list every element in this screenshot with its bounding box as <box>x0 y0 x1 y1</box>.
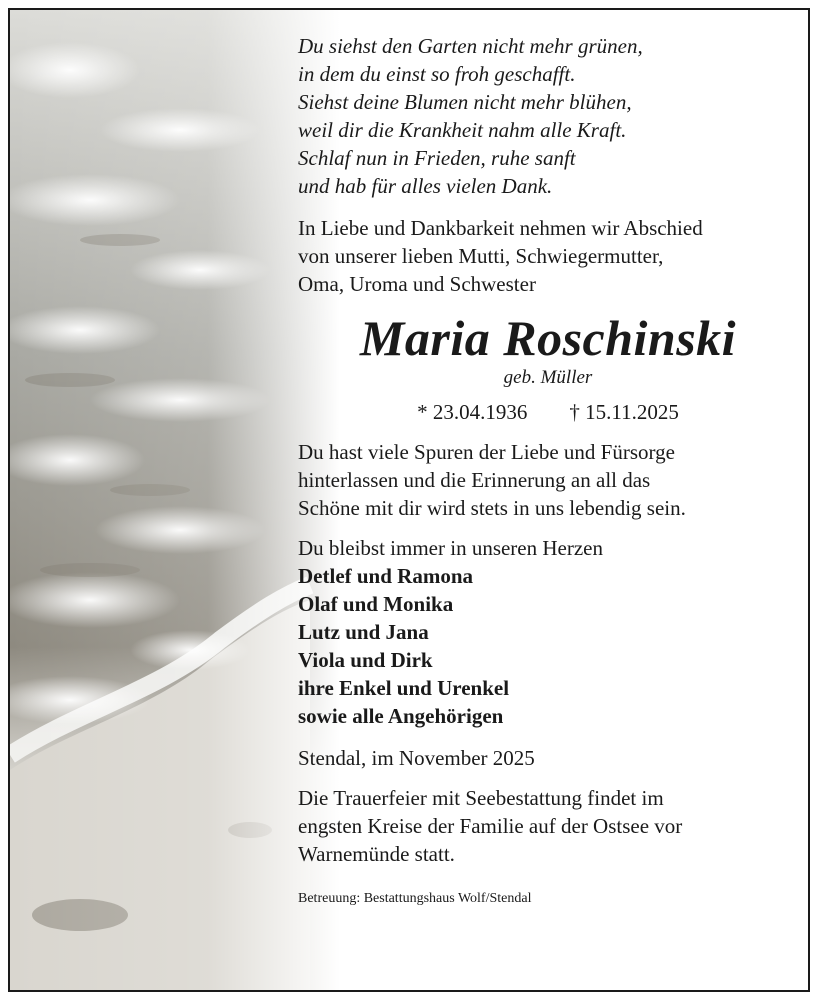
sea-foam-beach-photo <box>10 10 340 990</box>
mourner: sowie alle Angehörigen <box>298 704 504 728</box>
place-date: Stendal, im November 2025 <box>298 746 535 770</box>
tribute-line: Du hast viele Spuren der Liebe und Fürsorge <box>298 440 675 464</box>
ceremony-line: Warnemünde statt. <box>298 842 455 866</box>
poem-line: Schlaf nun in Frieden, ruhe sanft <box>298 146 576 170</box>
poem-line: in dem du einst so froh geschafft. <box>298 62 576 86</box>
poem-line: Du siehst den Garten nicht mehr grünen, <box>298 34 643 58</box>
poem-line: und hab für alles vielen Dank. <box>298 174 553 198</box>
birth-name: geb. Müller <box>503 367 593 388</box>
tribute-line: hinterlassen und die Erinnerung an all das <box>298 468 651 492</box>
ceremony-info <box>298 784 798 868</box>
poem-line: weil dir die Krankheit nahm alle Kraft. <box>298 118 627 142</box>
birth-date: * 23.04.1936 <box>417 400 528 424</box>
mourners-intro: Du bleibst immer in unseren Herzen <box>298 536 603 560</box>
tribute-line: Schöne mit dir wird stets in uns lebendig sein. <box>298 496 686 520</box>
mourner: Viola und Dirk <box>298 648 433 672</box>
intro-line: von unserer lieben Mutti, Schwiegermutter, <box>298 244 664 268</box>
obituary-notice <box>8 8 810 992</box>
mourner: Olaf und Monika <box>298 592 454 616</box>
death-date: † 15.11.2025 <box>569 400 679 424</box>
intro-line: In Liebe und Dankbarkeit nehmen wir Abschied <box>298 216 703 240</box>
intro-line: Oma, Uroma und Schwester <box>298 272 536 296</box>
poem-line: Siehst deine Blumen nicht mehr blühen, <box>298 90 632 114</box>
funeral-home-credit: Betreuung: Bestattungshaus Wolf/Stendal <box>298 891 532 906</box>
mourner: Lutz und Jana <box>298 620 429 644</box>
poem <box>298 32 798 200</box>
deceased-name: Maria Roschinski <box>359 310 737 366</box>
ceremony-line: engsten Kreise der Familie auf der Ostsee vor <box>298 814 683 838</box>
tribute <box>298 438 798 522</box>
mourner: ihre Enkel und Urenkel <box>298 676 510 700</box>
notice-text <box>298 32 798 908</box>
mourner: Detlef und Ramona <box>298 564 474 588</box>
ceremony-line: Die Trauerfeier mit Seebestattung findet im <box>298 786 664 810</box>
life-dates <box>298 398 798 426</box>
farewell-intro <box>298 214 798 298</box>
mourners <box>298 534 798 730</box>
